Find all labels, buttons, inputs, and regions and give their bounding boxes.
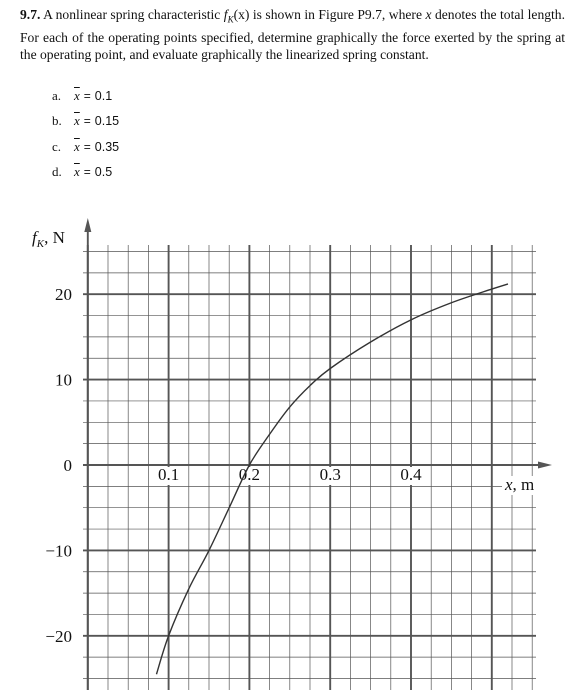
equals-sign: = (83, 165, 91, 180)
x-axis-title-symbol: x (505, 475, 513, 494)
y-tick-label: −20 (45, 626, 72, 646)
x-bar-symbol: $\overline{x}$ (74, 138, 80, 154)
equals-sign: = (83, 88, 91, 103)
y-tick-label: 20 (55, 285, 72, 305)
y-tick-label: 0 (63, 456, 72, 475)
part-letter: d. (52, 164, 62, 180)
operating-point-value: 0.35 (94, 139, 120, 154)
problem-text-3: denotes the total length. For each of the operating points specified, determine graphically the force exerted by the spring at the operating point, and evaluate graphically the linearized spring constant. (20, 7, 566, 62)
x-variable: x (425, 7, 432, 22)
problem-text-2: is shown in Figure P9.7, where (249, 7, 426, 22)
major-grid (83, 245, 536, 690)
operating-point-value: 0.1 (94, 88, 113, 103)
x-tick-label: 0.2 (238, 465, 261, 484)
part-letter: c. (52, 138, 62, 154)
y-tick-label: −10 (45, 541, 72, 561)
operating-point-value: 0.5 (94, 165, 113, 180)
y-axis-title (32, 228, 65, 250)
x-tick-label: 0.3 (319, 465, 341, 484)
problem-text-1: A nonlinear spring characteristic (43, 7, 224, 22)
x-bar-symbol: $\overline{x}$ (74, 113, 80, 129)
y-tick-label: 10 (55, 370, 72, 390)
x-tick-label: 0.1 (157, 465, 180, 484)
y-axis-title-unit: , N (44, 228, 65, 247)
x-axis-title (504, 475, 534, 494)
part-letter: b. (52, 113, 62, 129)
fk-argument: (x) (233, 7, 250, 22)
equals-sign: = (83, 139, 91, 154)
x-bar-symbol: $\overline{x}$ (74, 87, 80, 103)
operating-point-value: 0.15 (94, 114, 120, 129)
fk-symbol: $f_K$ (223, 7, 234, 25)
problem-number: 9.7. (20, 7, 41, 22)
y-axis-title-symbol: f (32, 228, 37, 247)
x-bar-symbol: $\overline{x}$ (74, 164, 80, 180)
minor-grid (83, 245, 536, 690)
x-axis-title-unit: , m (512, 475, 535, 494)
y-axis-arrow (84, 218, 91, 232)
x-tick-label: 0.4 (400, 465, 422, 484)
axes (83, 218, 552, 690)
part-letter: a. (52, 87, 62, 103)
y-axis-title-subscript: K (36, 238, 45, 250)
equals-sign: = (83, 114, 91, 129)
x-axis-arrow (538, 462, 552, 469)
